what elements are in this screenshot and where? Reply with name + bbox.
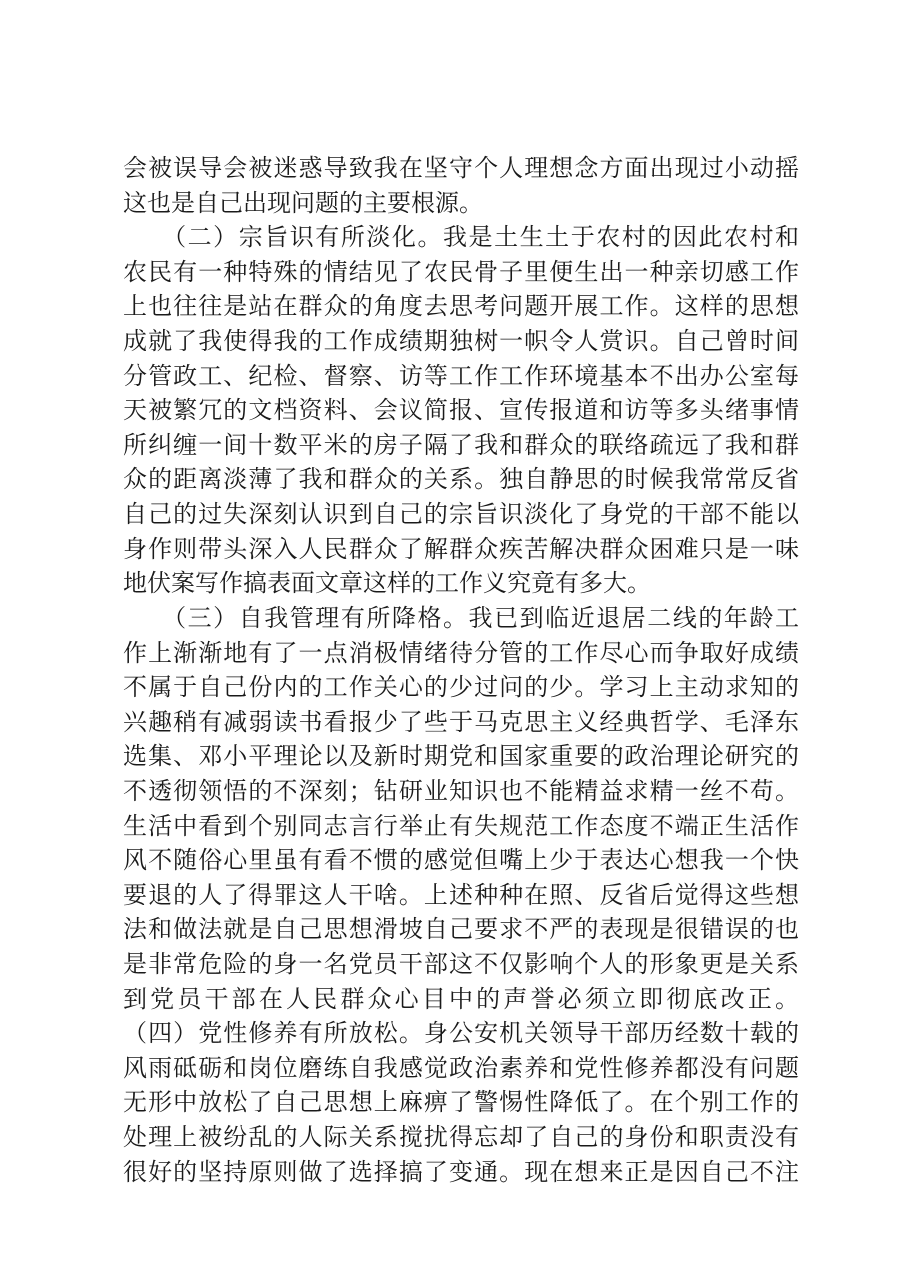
text-line: 选集、邓小平理论以及新时期党和国家重要的政治理论研究的 <box>123 742 799 771</box>
text-line: 上也往往是站在群众的角度去思考问题开展工作。这样的思想 <box>123 292 799 321</box>
text-line: 地伏案写作搞表面文章这样的工作义究竟有多大。 <box>123 569 651 598</box>
text-line: 自己的过失深刻认识到自己的宗旨识淡化了身党的干部不能以 <box>123 500 799 529</box>
text-line: 很好的坚持原则做了选择搞了变通。现在想来正是因自己不注 <box>123 1157 799 1186</box>
text-line: 无形中放松了自己思想上麻痹了警惕性降低了。在个别工作的 <box>123 1088 799 1117</box>
text-line: 这也是自己出现问题的主要根源。 <box>123 188 483 217</box>
text-line: 身作则带头深入人民群众了解群众疾苦解决群众困难只是一味 <box>123 534 799 563</box>
text-line: 不透彻领悟的不深刻；钻研业知识也不能精益求精一丝不苟。 <box>123 776 799 805</box>
text-line: 众的距离淡薄了我和群众的关系。独自静思的时候我常常反省 <box>123 465 799 494</box>
text-line: （四）党性修养有所放松。身公安机关领导干部历经数十载的 <box>123 1019 799 1048</box>
text-line: 是非常危险的身一名党员干部这不仅影响个人的形象更是关系 <box>123 950 799 979</box>
text-line: 不属于自己份内的工作关心的少过问的少。学习上主动求知的 <box>123 673 799 702</box>
text-line: 成就了我使得我的工作成绩期独树一帜令人赏识。自己曾时间 <box>123 327 799 356</box>
text-line: 兴趣稍有减弱读书看报少了些于马克思主义经典哲学、毛泽东 <box>123 707 799 736</box>
text-line: 作上渐渐地有了一点消极情绪待分管的工作尽心而争取好成绩 <box>123 638 799 667</box>
text-line: 农民有一种特殊的情结见了农民骨子里便生出一种亲切感工作 <box>123 257 799 286</box>
text-line: 天被繁冗的文档资料、会议简报、宣传报道和访等多头绪事情 <box>123 396 799 425</box>
text-line: 风雨砥砺和岗位磨练自我感觉政治素养和党性修养都没有问题 <box>123 1053 799 1082</box>
text-line: 处理上被纷乱的人际关系搅扰得忘却了自己的身份和职责没有 <box>123 1123 799 1152</box>
text-line: 所纠缠一间十数平米的房子隔了我和群众的联络疏远了我和群 <box>123 430 799 459</box>
text-line: 法和做法就是自己思想滑坡自己要求不严的表现是很错误的也 <box>123 915 799 944</box>
text-line: 要退的人了得罪这人干啥。上述种种在照、反省后觉得这些想 <box>123 880 799 909</box>
text-line: （三）自我管理有所降格。我已到临近退居二线的年龄工 <box>123 603 799 632</box>
text-line: 到党员干部在人民群众心目中的声誉必须立即彻底改正。 <box>123 984 799 1013</box>
text-line: 会被误导会被迷惑导致我在坚守个人理想念方面出现过小动摇 <box>123 154 799 182</box>
text-line: （二）宗旨识有所淡化。我是土生土于农村的因此农村和 <box>123 223 799 252</box>
text-line: 生活中看到个别同志言行举止有失规范工作态度不端正生活作 <box>123 811 799 840</box>
text-line: 分管政工、纪检、督察、访等工作工作环境基本不出办公室每 <box>123 361 799 390</box>
text-line: 风不随俗心里虽有看不惯的感觉但嘴上少于表达心想我一个快 <box>123 846 799 875</box>
document-body <box>123 151 799 1189</box>
